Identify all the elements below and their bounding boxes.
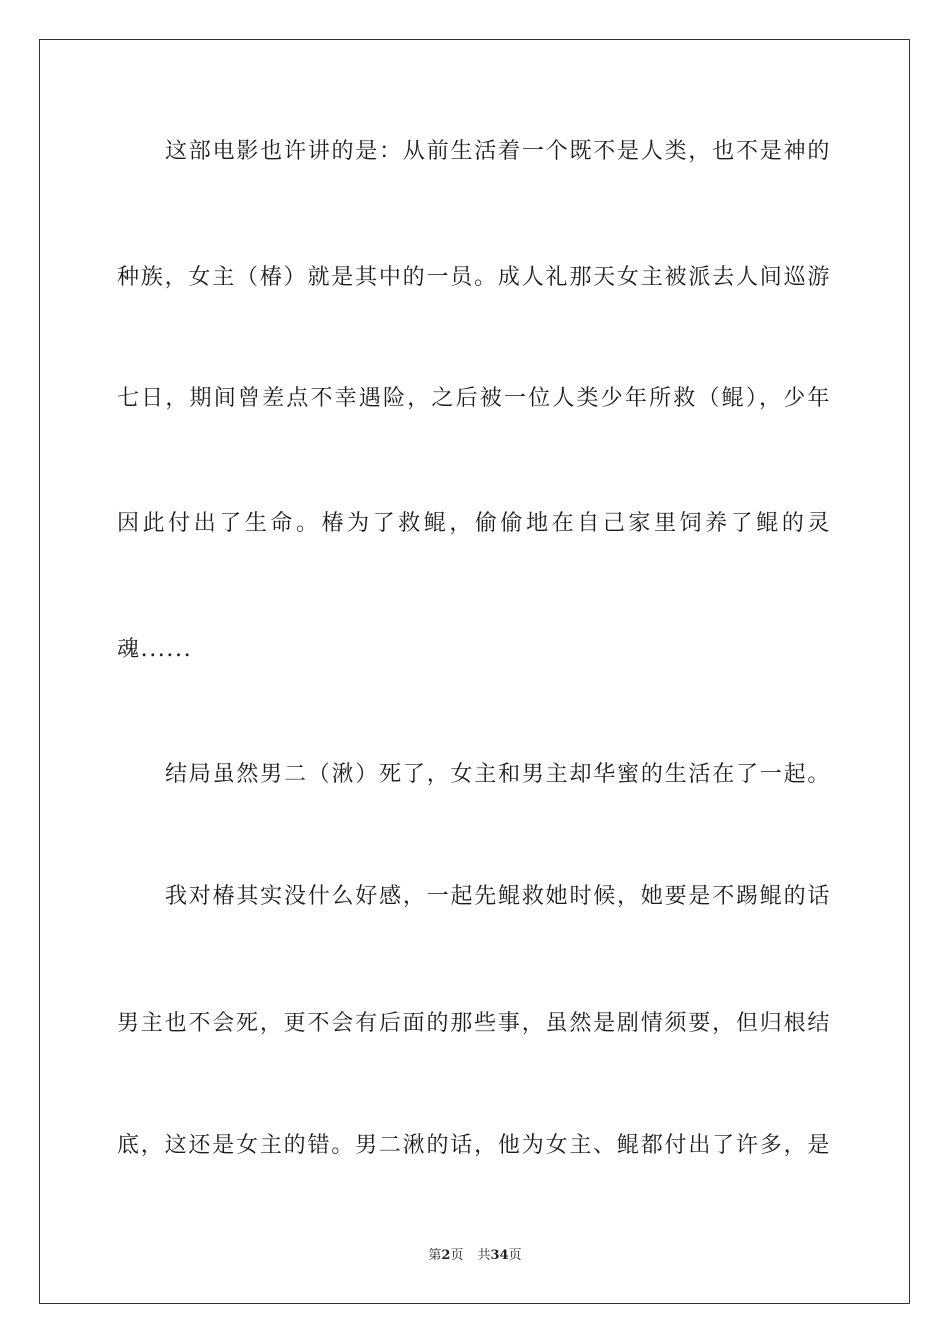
page-footer xyxy=(0,1247,950,1265)
paragraph-line-8: 男主也不会死，更不会有后面的那些事，虽然是剧情须要，但归根结 xyxy=(117,1011,831,1036)
page-number: 2 xyxy=(441,1248,451,1263)
paragraph-line-1: 这部电影也许讲的是：从前生活着一个既不是人类，也不是神的 xyxy=(165,139,831,164)
page-border xyxy=(39,39,910,1304)
paragraph-line-2: 种族，女主（椿）就是其中的一员。成人礼那天女主被派去人间巡游 xyxy=(117,265,831,290)
paragraph-line-4: 因此付出了生命。椿为了救鲲，偷偷地在自己家里饲养了鲲的灵 xyxy=(117,511,831,536)
page-prefix: 第 xyxy=(428,1248,442,1263)
total-pages: 34 xyxy=(490,1248,509,1263)
paragraph-line-3: 七日，期间曾差点不幸遇险，之后被一位人类少年所救（鲲），少年 xyxy=(117,386,831,411)
total-suffix: 页 xyxy=(508,1248,522,1263)
total-prefix: 共 xyxy=(477,1248,491,1263)
paragraph-line-5: 魂...... xyxy=(117,637,193,662)
paragraph-line-6: 结局虽然男二（湫）死了，女主和男主却华蜜的生活在了一起。 xyxy=(165,762,831,787)
paragraph-line-9: 底，这还是女主的错。男二湫的话，他为女主、鲲都付出了许多，是 xyxy=(117,1133,831,1158)
page-suffix: 页 xyxy=(450,1248,464,1263)
paragraph-line-7: 我对椿其实没什么好感，一起先鲲救她时候，她要是不踢鲲的话 xyxy=(165,884,831,909)
